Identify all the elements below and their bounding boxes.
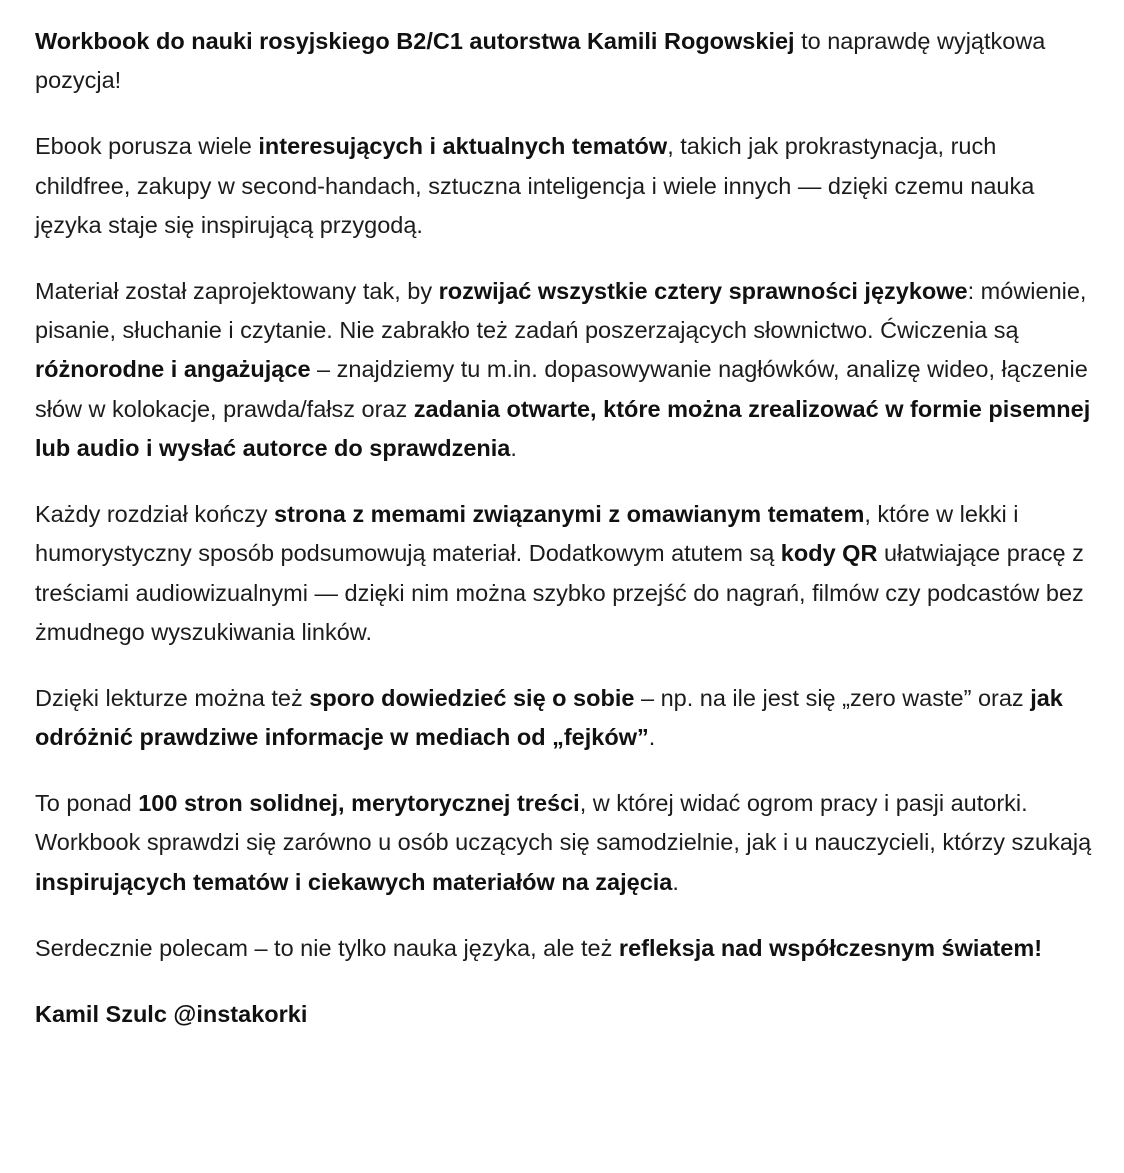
signature [35,995,1095,1034]
text-run: Serdecznie polecam – to nie tylko nauka języka, ale też [35,934,619,961]
paragraph-topics [35,127,1095,245]
text-run: Ebook porusza wiele [35,133,259,160]
text-run: . [648,724,656,751]
text-run: Materiał został zaprojektowany tak, by [35,277,439,304]
bold-phrase: strona z memami związanymi z omawianym tematem [274,501,865,528]
bold-phrase: interesujących i aktualnych tematów [258,133,668,160]
text-run: to naprawdę wyjątkowa pozycja! [35,28,1046,94]
text-run: – znajdziemy tu m.in. dopasowywanie nagłówków, analizę wideo, łączenie słów w kolokacje, prawda/fałsz oraz [35,356,1088,422]
text-run: . [510,435,517,462]
paragraph-recommendation [35,929,1095,968]
bold-phrase: rozwijać wszystkie cztery sprawności językowe [438,277,968,304]
bold-phrase: inspirujących tematów i ciekawych materiałów na zajęcia [35,868,673,895]
paragraph-skills [35,272,1095,468]
text-run: , w której widać ogrom pracy i pasji autorki. Workbook sprawdzi się zarówno u osób uczących się samodzielnie, jak i u nauczycieli, którzy szukają [35,790,1092,856]
text-run: . [672,868,679,895]
text-run: , takich jak prokrastynacja, ruch childfree, zakupy w second-handach, sztuczna inteligencja i wiele innych — dzięki czemu nauka języka staje się inspirującą przygodą. [35,133,1035,238]
text-run: Każdy rozdział kończy [35,501,275,528]
review-document [35,22,1095,1061]
text-run: ułatwiające pracę z treściami audiowizualnymi — dzięki nim można szybko przejść do nagrań, filmów czy podcastów bez żmudnego wyszukiwania linków. [35,540,1084,645]
paragraph-content-volume [35,784,1095,902]
bold-phrase: 100 stron solidnej, merytorycznej treści [138,790,580,817]
text-run: To ponad [35,790,139,817]
signature-text: Kamil Szulc @instakorki [35,1000,308,1027]
text-run: – np. na ile jest się „zero waste” oraz [634,684,1031,711]
text-run: , które w lekki i humorystyczny sposób podsumowują materiał. Dodatkowym atutem są [35,501,1019,567]
bold-phrase: jak odróżnić prawdziwe informacje w mediach od „fejków” [35,684,1063,751]
bold-phrase: kody QR [780,540,878,567]
text-run: Dzięki lekturze można też [35,684,310,711]
bold-phrase: różnorodne i angażujące [35,356,311,383]
bold-phrase: zadania otwarte, które można zrealizować w formie pisemnej lub audio i wysłać autorce do sprawdzenia [35,395,1091,462]
bold-phrase: Workbook do nauki rosyjskiego B2/C1 autorstwa Kamili Rogowskiej [35,28,795,54]
paragraph-memes [35,495,1095,652]
bold-phrase: refleksja nad współczesnym światem! [618,934,1043,961]
paragraph-self-knowledge [35,679,1095,758]
text-run: : mówienie, pisanie, słuchanie i czytanie. Nie zabrakło też zadań poszerzających słownictwo. Ćwiczenia są [35,277,1087,344]
bold-phrase: sporo dowiedzieć się o sobie [309,684,635,711]
paragraph-intro [35,22,1095,101]
